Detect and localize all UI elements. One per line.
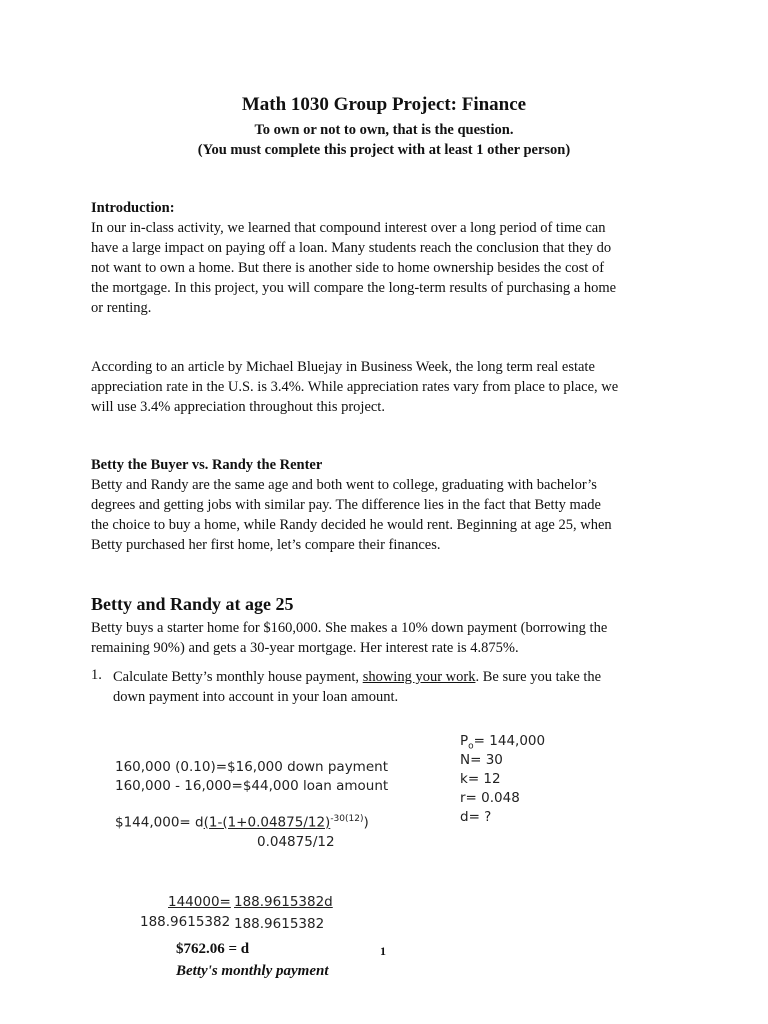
- var-principal: $P_o= 144,000$: [460, 733, 546, 752]
- paragraph-line: have a large impact on paying off a loan. Many students reach the conclusion that they do: [91, 240, 612, 256]
- age25-section-heading: Betty and Randy at age 25: [91, 594, 294, 614]
- introduction-heading: Introduction:: [91, 200, 175, 216]
- paragraph-line: or renting.: [91, 300, 152, 316]
- paragraph-line: remaining 90%) and gets a 30-year mortgage. Her interest rate is 4.875%.: [91, 640, 519, 656]
- paragraph-line: According to an article by Michael Bluejay in Business Week, the long term real estate: [91, 359, 595, 375]
- subtitle-question: To own or not to own, that is the question.: [254, 122, 514, 138]
- show-work-emphasis: showing your work: [362, 669, 476, 685]
- paragraph-line: Betty purchased her first home, let’s compare their finances.: [91, 537, 441, 553]
- equation-right-denominator: 188.9615382: [234, 916, 325, 932]
- equation-left-numerator: 144000=: [168, 894, 231, 910]
- age25-paragraph: [91, 618, 691, 658]
- question-number: 1.: [91, 667, 102, 683]
- var-n: N= 30: [460, 752, 503, 768]
- betty-randy-paragraph: [91, 475, 691, 555]
- monthly-payment-label: Betty's monthly payment: [176, 963, 329, 979]
- monthly-payment-answer: $762.06 = d: [176, 941, 250, 957]
- betty-randy-heading: Betty the Buyer vs. Randy the Renter: [91, 457, 323, 473]
- loan-amount-calc: 160,000 - 16,000=$44,000 loan amount: [115, 778, 389, 794]
- var-d: d= ?: [460, 809, 492, 825]
- question-line1-pre: Calculate Betty’s monthly house payment,: [113, 669, 363, 685]
- paragraph-line: degrees and getting jobs with similar pay. The difference lies in the fact that Betty made: [91, 497, 601, 513]
- paragraph-line: Betty buys a starter home for $160,000. She makes a 10% down payment (borrowing the: [91, 620, 608, 636]
- paragraph-line: the mortgage. In this project, you will compare the long-term results of purchasing a home: [91, 280, 617, 296]
- page-number: 1: [380, 944, 386, 958]
- question-line2: down payment into account in your loan amount.: [113, 689, 399, 705]
- introduction-paragraph: [91, 218, 691, 318]
- equation-right-numerator: 188.9615382d: [234, 894, 333, 910]
- equation-left-denominator: 188.9615382: [140, 914, 231, 930]
- down-payment-calc: 160,000 (0.10)=$16,000 down payment: [115, 759, 388, 775]
- paragraph-line: not want to own a home. But there is another side to home ownership besides the cost of: [91, 260, 605, 276]
- paragraph-line: appreciation rate in the U.S. is 3.4%. While appreciation rates vary from place to place, we: [91, 379, 619, 395]
- appreciation-paragraph: [91, 357, 691, 417]
- question-line1-post: . Be sure you take the: [475, 669, 602, 685]
- page-title: Math 1030 Group Project: Finance: [241, 94, 527, 115]
- paragraph-line: Betty and Randy are the same age and both went to college, graduating with bachelor’s: [91, 477, 597, 493]
- var-k: k= 12: [460, 771, 501, 787]
- formula-denominator: 0.04875/12: [257, 834, 335, 850]
- paragraph-line: In our in-class activity, we learned that compound interest over a long period of time can: [91, 220, 606, 236]
- paragraph-line: the choice to buy a home, while Randy decided he would rent. Beginning at age 25, when: [91, 517, 612, 533]
- subtitle-instruction: (You must complete this project with at least 1 other person): [197, 142, 571, 158]
- payment-formula: $144,000= $d(1-(1+0.04875/12)^{-30(12)})$: [115, 814, 369, 831]
- paragraph-line: will use 3.4% appreciation throughout this project.: [91, 399, 385, 415]
- question-text: [113, 667, 601, 707]
- var-r: r= 0.048: [460, 790, 520, 806]
